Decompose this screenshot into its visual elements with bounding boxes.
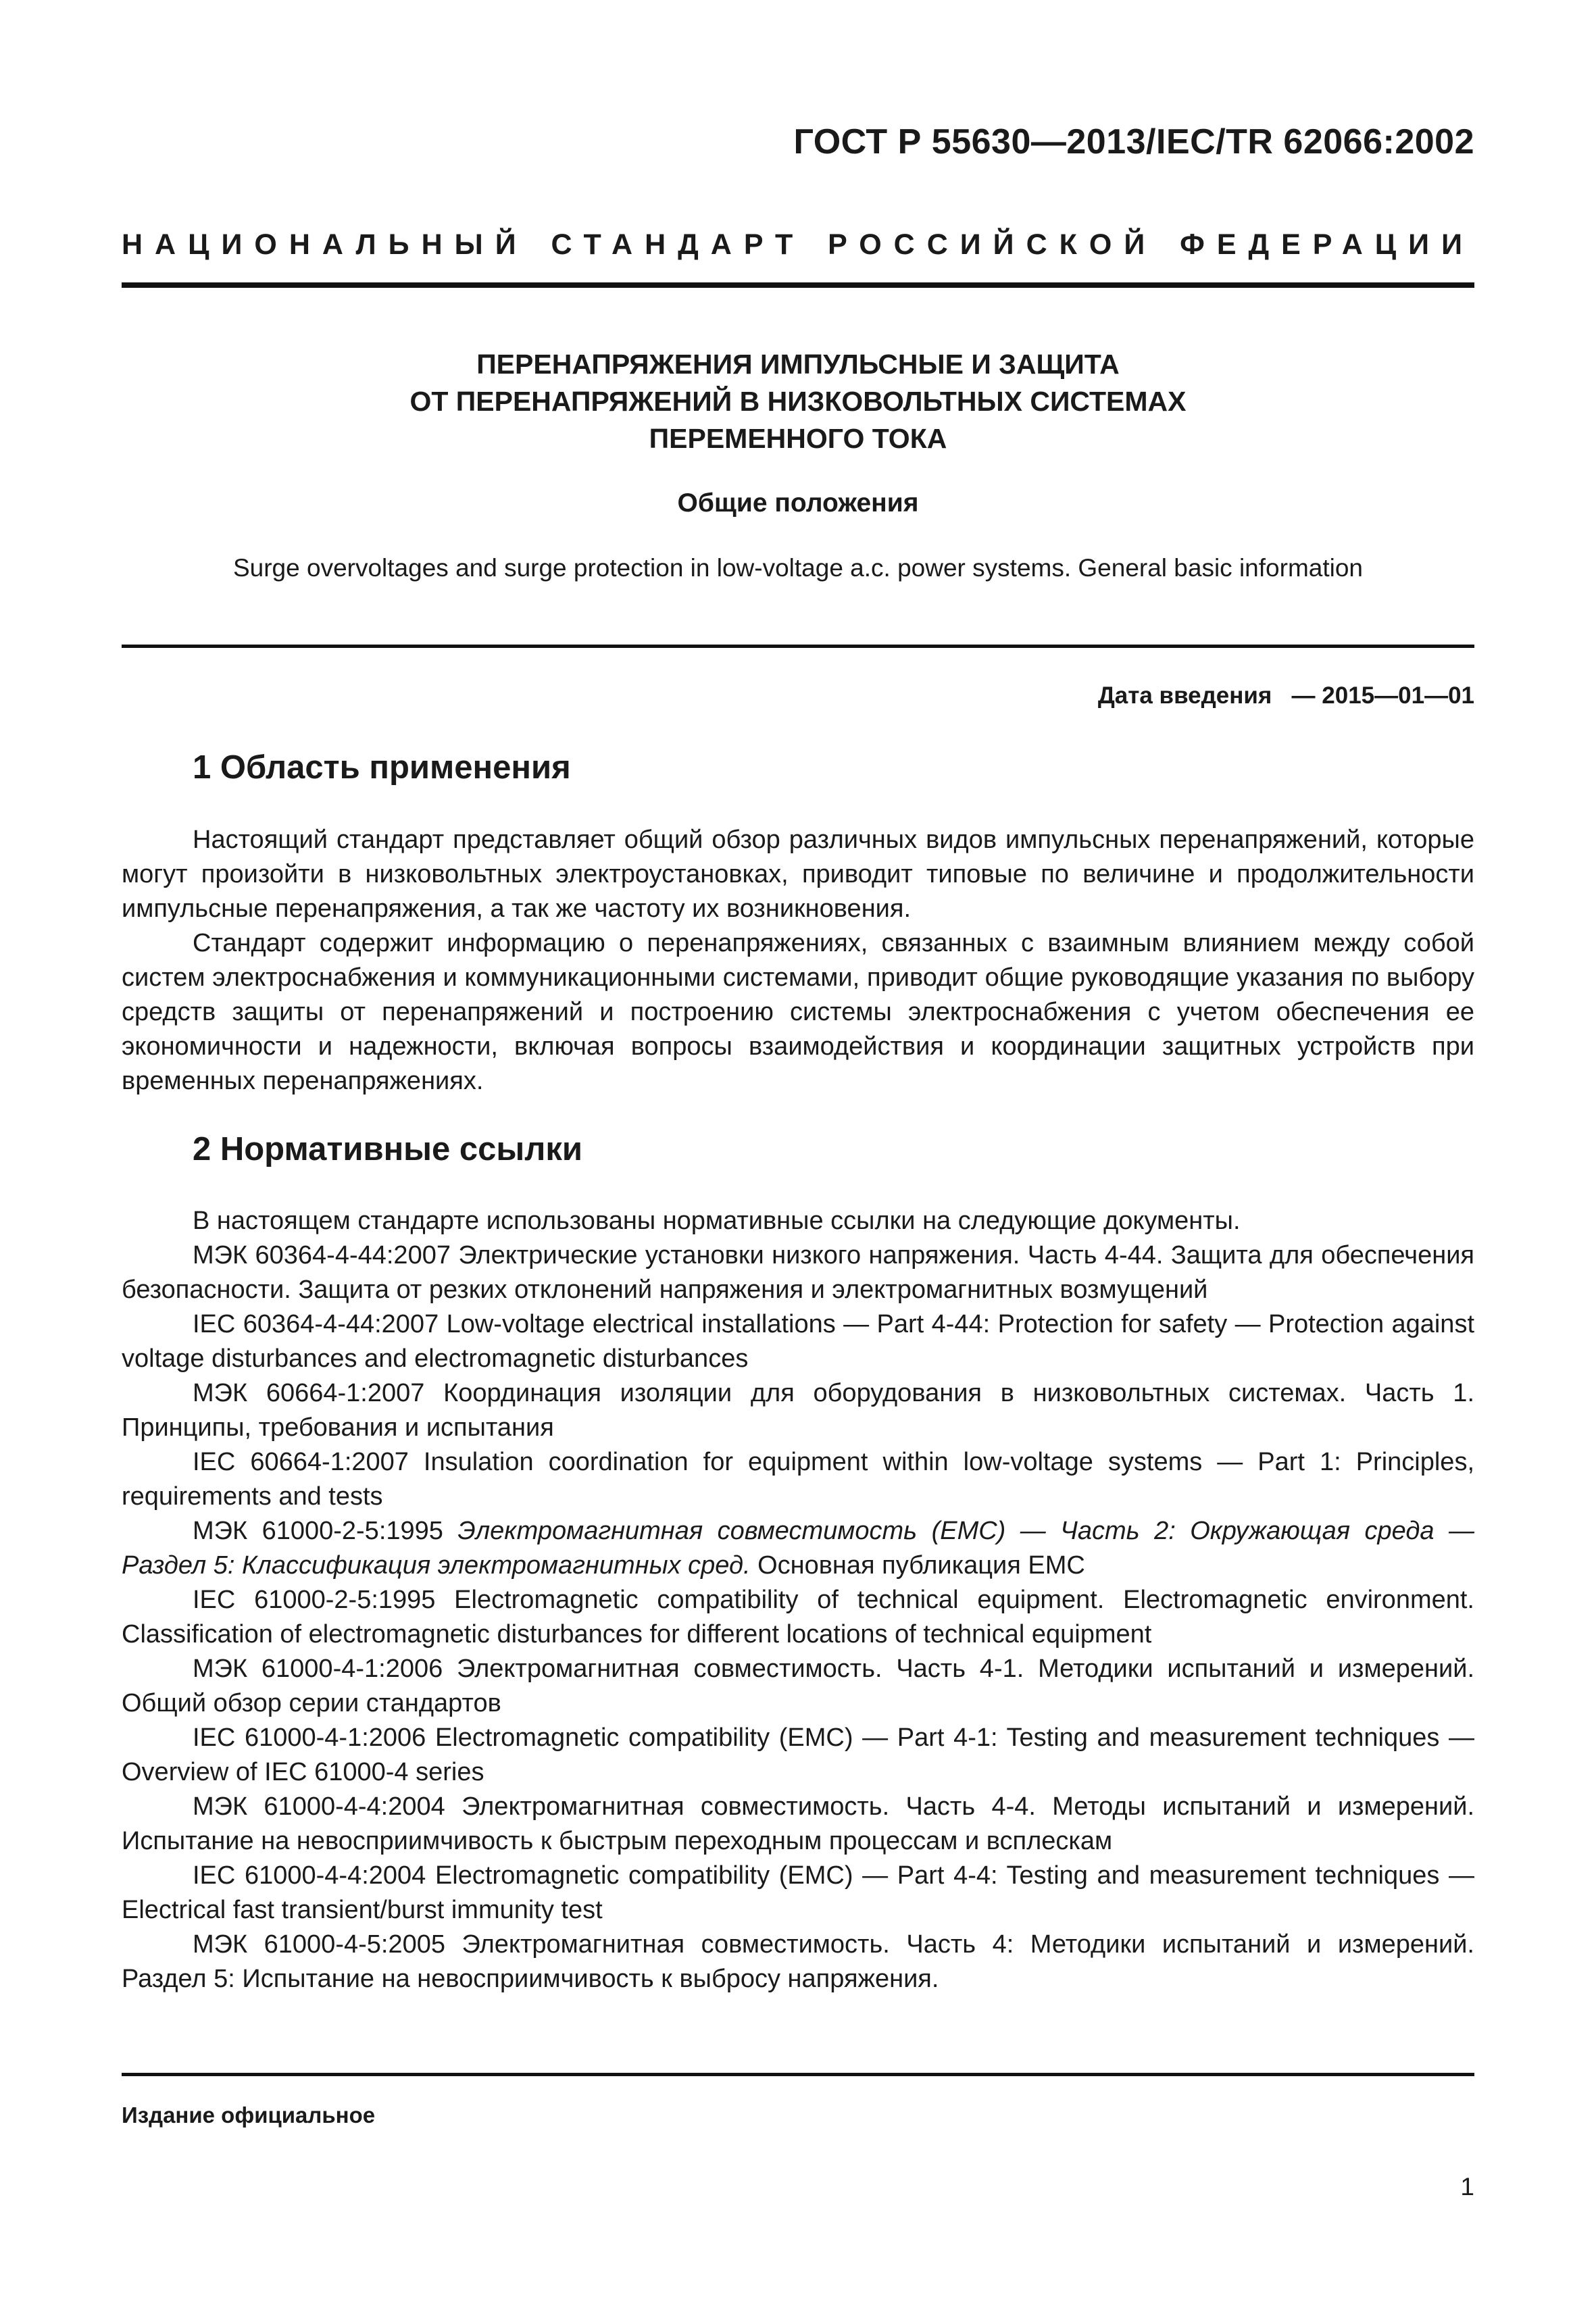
footer-divider xyxy=(122,2073,1474,2076)
document-subtitle: Общие положения xyxy=(677,488,919,518)
section-1-heading: 1 Область применения xyxy=(193,749,571,786)
paragraph: Стандарт содержит информацию о перенапряжениях, связанных с взаимным влиянием между собой систем электроснабжения и коммуникационными системами, приводит общие руководящие указания по выбору средств защиты от перенапряжений и построению системы электроснабжения с учетом обеспечения ее экономичности и надежности, включая вопросы взаимодействия и координации защитных устройств при временных перенапряжениях. xyxy=(122,929,1474,1095)
section-1-body xyxy=(122,823,1474,1099)
reference-italic-title: Электромагнитная совместимость (ЕМС) — Часть 2: Окружающая среда — Раздел 5: Классификация электромагнитных сред. xyxy=(122,1517,1474,1580)
reference-item: IEC 61000-4-1:2006 Electromagnetic compatibility (EMC) — Part 4-1: Testing and measurement techniques — Overview of IEC 61000-4 series xyxy=(122,1724,1474,1786)
reference-note: Основная публикация ЕМС xyxy=(757,1551,1085,1580)
title-line-3: ПЕРЕМЕННОГО ТОКА xyxy=(649,423,947,454)
reference-item: МЭК 60664-1:2007 Координация изоляции для оборудования в низковольтных системах. Часть 1. Принципы, требования и испытания xyxy=(122,1379,1474,1442)
document-title xyxy=(122,346,1474,457)
reference-item: МЭК 60364-4-44:2007 Электрические установки низкого напряжения. Часть 4-44. Защита для обеспечения безопасности. Защита от резких отклонений напряжения и электромагнитных возмущений xyxy=(122,1241,1474,1304)
reference-item: МЭК 61000-4-5:2005 Электромагнитная совместимость. Часть 4: Методики испытаний и измерений. Раздел 5: Испытание на невосприимчивость к выбросу напряжения. xyxy=(122,1930,1474,1993)
reference-item: IEC 61000-4-4:2004 Electromagnetic compatibility (EMC) — Part 4-4: Testing and measurement techniques — Electrical fast transient/burst immunity test xyxy=(122,1861,1474,1924)
section-2-heading: 2 Нормативные ссылки xyxy=(193,1131,582,1167)
reference-item xyxy=(122,1514,1474,1583)
reference-item: IEC 60664-1:2007 Insulation coordination for equipment within low-voltage systems — Part 1: Principles, requirements and tests xyxy=(122,1448,1474,1511)
section-2-body xyxy=(122,1204,1474,1996)
reference-code: МЭК 61000-2-5:1995 xyxy=(193,1517,443,1545)
document-designation: ГОСТ Р 55630—2013/IEC/TR 62066:2002 xyxy=(793,122,1474,161)
title-line-2: ОТ ПЕРЕНАПРЯЖЕНИЙ В НИЗКОВОЛЬТНЫХ СИСТЕМАХ xyxy=(409,386,1187,417)
title-divider xyxy=(122,645,1474,648)
paragraph: Настоящий стандарт представляет общий обзор различных видов импульсных перенапряжений, которые могут произойти в низковольтных электроустановках, приводит типовые по величине и продолжительности импульсные перенапряжения, а так же частоту их возникновения. xyxy=(122,826,1474,923)
reference-item: МЭК 61000-4-1:2006 Электромагнитная совместимость. Часть 4-1. Методики испытаний и измерений. Общий обзор серии стандартов xyxy=(122,1655,1474,1717)
date-value: — 2015—01—01 xyxy=(1291,682,1474,709)
national-standard-banner: НАЦИОНАЛЬНЫЙ СТАНДАРТ РОССИЙСКОЙ ФЕДЕРАЦИИ xyxy=(122,228,1474,261)
reference-item: IEC 61000-2-5:1995 Electromagnetic compatibility of technical equipment. Electromagnetic environment. Classification of electromagnetic disturbances for different locations of technical equipment xyxy=(122,1586,1474,1649)
introduction-date xyxy=(122,682,1474,709)
title-line-1: ПЕРЕНАПРЯЖЕНИЯ ИМПУЛЬСНЫЕ И ЗАЩИТА xyxy=(476,349,1120,380)
header-divider xyxy=(122,282,1474,288)
reference-item: МЭК 61000-4-4:2004 Электромагнитная совместимость. Часть 4-4. Методы испытаний и измерений. Испытание на невосприимчивость к быстрым переходным процессам и всплескам xyxy=(122,1792,1474,1855)
english-title: Surge overvoltages and surge protection in low-voltage a.c. power systems. General basic information xyxy=(232,554,1363,582)
reference-item: IEC 60364-4-44:2007 Low-voltage electrical installations — Part 4-44: Protection for safety — Protection against voltage disturbances and electromagnetic disturbances xyxy=(122,1310,1474,1373)
paragraph: В настоящем стандарте использованы нормативные ссылки на следующие документы. xyxy=(193,1207,1241,1235)
official-edition-label: Издание официальное xyxy=(122,2103,376,2128)
date-label: Дата введения xyxy=(1097,682,1272,709)
page-number: 1 xyxy=(1460,2173,1474,2200)
